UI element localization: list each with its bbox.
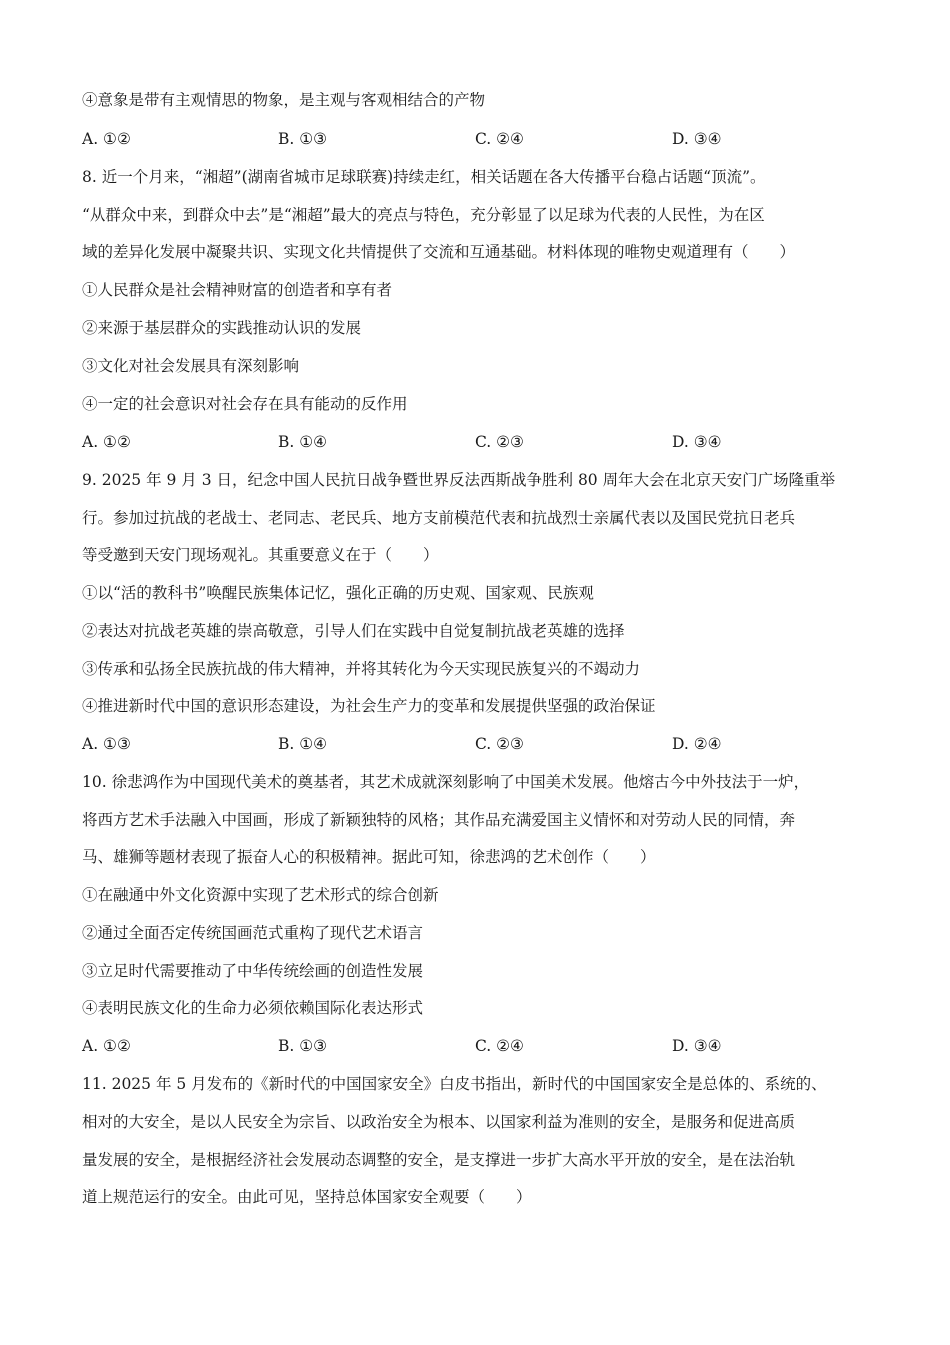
q10-stem-line-1: 10. 徐悲鸿作为中国现代美术的奠基者，其艺术成就深刻影响了中国美术发展。他熔古今中外技法于一炉， bbox=[82, 773, 810, 791]
q11-stem-line-1: 11. 2025 年 5 月发布的《新时代的中国国家安全》白皮书指出，新时代的中国国家安全是总体的、系统的、 bbox=[82, 1075, 827, 1093]
q8-statement-1: ①人民群众是社会精神财富的创造者和享有者 bbox=[82, 281, 393, 299]
q7-options bbox=[82, 128, 872, 150]
q10-statement-3: ③立足时代需要推动了中华传统绘画的创造性发展 bbox=[82, 962, 424, 980]
q10-statement-4: ④表明民族文化的生命力必须依赖国际化表达形式 bbox=[82, 999, 424, 1017]
q7-option-c[interactable]: C. ②④ bbox=[475, 130, 524, 148]
q9-statement-4: ④推进新时代中国的意识形态建设，为社会生产力的变革和发展提供坚强的政治保证 bbox=[82, 697, 656, 715]
q8-stem-line-3: 域的差异化发展中凝聚共识、实现文化共情提供了交流和互通基础。材料体现的唯物史观道理有（ ） bbox=[82, 243, 796, 261]
q8-option-a[interactable]: A. ①② bbox=[82, 433, 131, 451]
q10-statement-1: ①在融通中外文化资源中实现了艺术形式的综合创新 bbox=[82, 886, 439, 904]
q8-statement-4: ④一定的社会意识对社会存在具有能动的反作用 bbox=[82, 395, 408, 413]
q7-option-a[interactable]: A. ①② bbox=[82, 130, 131, 148]
q8-stem-line-2: “从群众中来，到群众中去”是“湘超”最大的亮点与特色，充分彰显了以足球为代表的人民性，为在区 bbox=[82, 206, 765, 224]
q10-options bbox=[82, 1035, 872, 1057]
q8-statement-2: ②来源于基层群众的实践推动认识的发展 bbox=[82, 319, 362, 337]
q8-option-b[interactable]: B. ①④ bbox=[278, 433, 328, 451]
q9-statement-1: ①以“活的教科书”唤醒民族集体记忆，强化正确的历史观、国家观、民族观 bbox=[82, 584, 594, 602]
q7-option-d[interactable]: D. ③④ bbox=[672, 130, 722, 148]
q9-option-a[interactable]: A. ①③ bbox=[82, 735, 131, 753]
q10-option-a[interactable]: A. ①② bbox=[82, 1037, 131, 1055]
q9-option-c[interactable]: C. ②③ bbox=[475, 735, 524, 753]
q9-statement-2: ②表达对抗战老英雄的崇高敬意，引导人们在实践中自觉复制抗战老英雄的选择 bbox=[82, 622, 625, 640]
q11-stem-line-3: 量发展的安全，是根据经济社会发展动态调整的安全，是支撑进一步扩大高水平开放的安全，是在法治轨 bbox=[82, 1151, 796, 1169]
q9-options bbox=[82, 733, 872, 755]
q8-option-d[interactable]: D. ③④ bbox=[672, 433, 722, 451]
q9-option-d[interactable]: D. ②④ bbox=[672, 735, 722, 753]
q10-stem-line-3: 马、雄狮等题材表现了振奋人心的积极精神。据此可知，徐悲鸿的艺术创作（ ） bbox=[82, 848, 656, 866]
q8-options bbox=[82, 431, 872, 453]
q10-statement-2: ②通过全面否定传统国画范式重构了现代艺术语言 bbox=[82, 924, 424, 942]
q10-option-c[interactable]: C. ②④ bbox=[475, 1037, 524, 1055]
q10-stem-line-2: 将西方艺术手法融入中国画，形成了新颖独特的风格；其作品充满爱国主义情怀和对劳动人民的同情，奔 bbox=[82, 811, 796, 829]
q9-stem-line-3: 等受邀到天安门现场观礼。其重要意义在于（ ） bbox=[82, 546, 439, 564]
q11-stem-line-2: 相对的大安全，是以人民安全为宗旨、以政治安全为根本、以国家利益为准则的安全，是服务和促进高质 bbox=[82, 1113, 796, 1131]
q8-option-c[interactable]: C. ②③ bbox=[475, 433, 524, 451]
q7-statement-4: ④意象是带有主观情思的物象，是主观与客观相结合的产物 bbox=[82, 91, 486, 109]
q10-option-d[interactable]: D. ③④ bbox=[672, 1037, 722, 1055]
q8-statement-3: ③文化对社会发展具有深刻影响 bbox=[82, 357, 300, 375]
q10-option-b[interactable]: B. ①③ bbox=[278, 1037, 328, 1055]
q11-stem-line-4: 道上规范运行的安全。由此可见，坚持总体国家安全观要（ ） bbox=[82, 1188, 532, 1206]
q9-option-b[interactable]: B. ①④ bbox=[278, 735, 328, 753]
q9-stem-line-1: 9. 2025 年 9 月 3 日，纪念中国人民抗日战争暨世界反法西斯战争胜利 80 周年大会在北京天安门广场隆重举 bbox=[82, 471, 836, 489]
q9-statement-3: ③传承和弘扬全民族抗战的伟大精神，并将其转化为今天实现民族复兴的不竭动力 bbox=[82, 660, 641, 678]
q7-option-b[interactable]: B. ①③ bbox=[278, 130, 328, 148]
q8-stem-line-1: 8. 近一个月来，“湘超”(湖南省城市足球联赛)持续走红，相关话题在各大传播平台稳占话题“顶流”。 bbox=[82, 168, 766, 186]
q9-stem-line-2: 行。参加过抗战的老战士、老同志、老民兵、地方支前模范代表和抗战烈士亲属代表以及国民党抗日老兵 bbox=[82, 509, 796, 527]
